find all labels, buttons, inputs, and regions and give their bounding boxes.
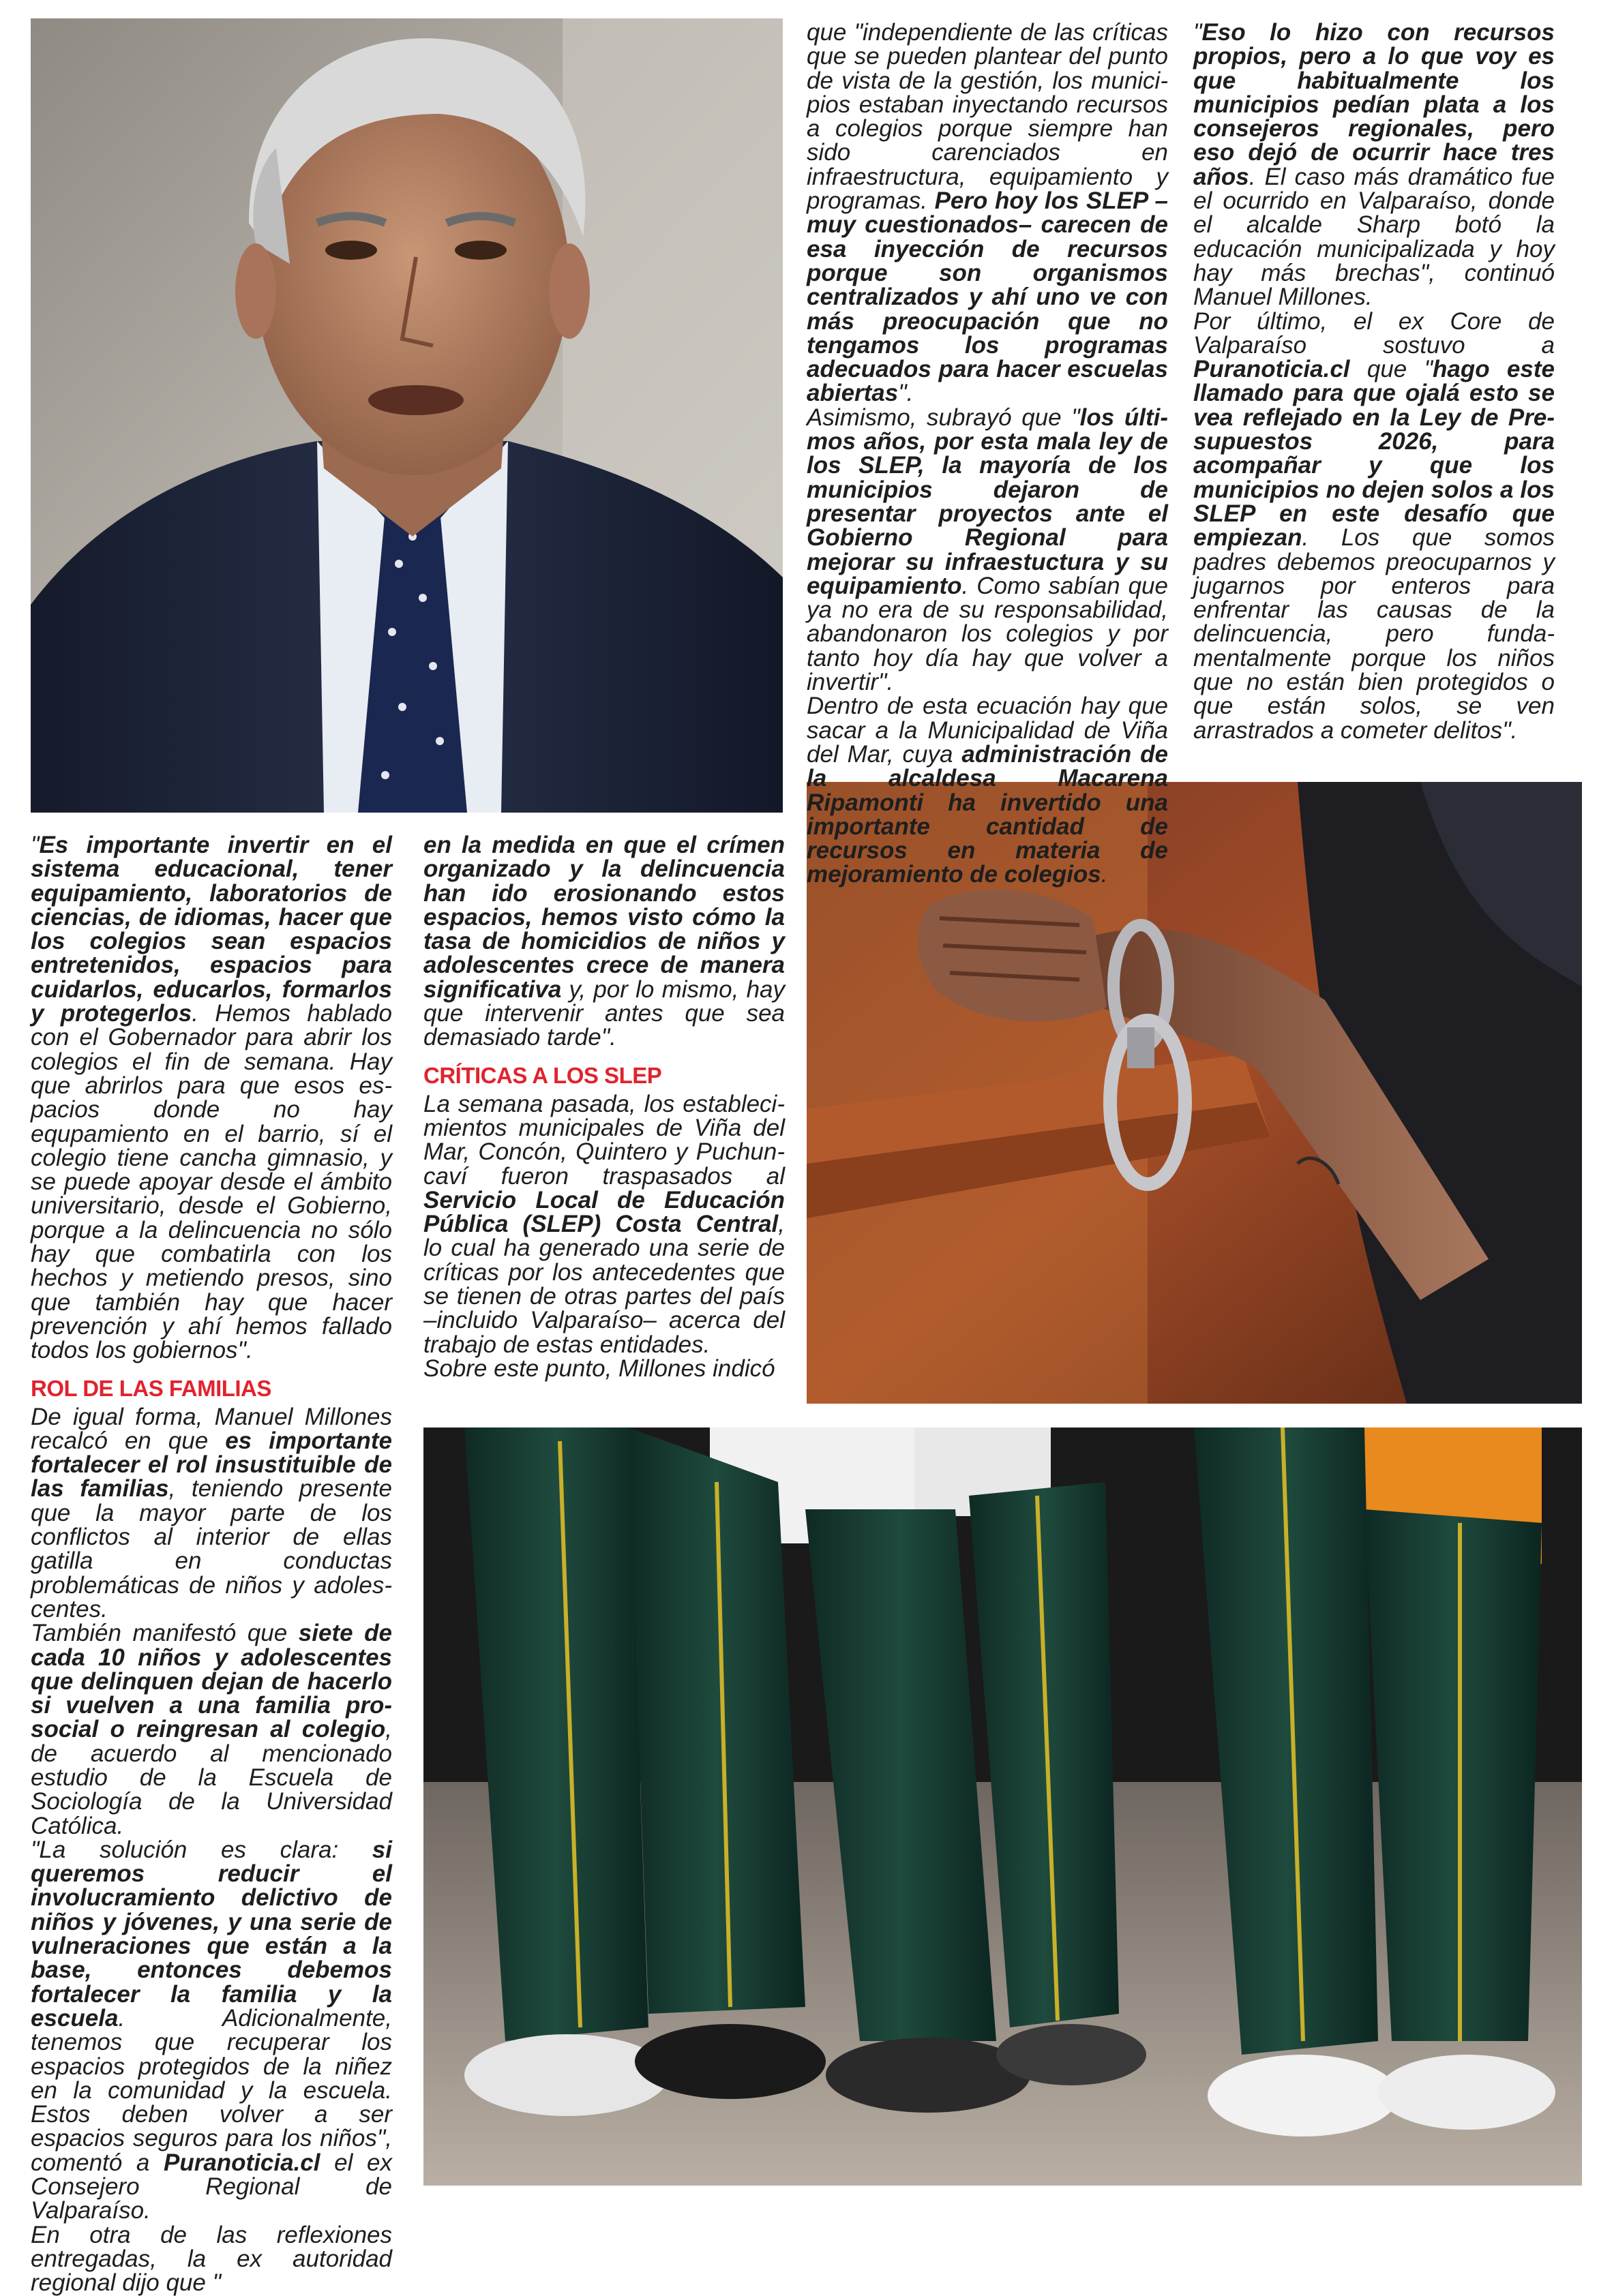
section-heading: CRÍTICAS A LOS SLEP	[423, 1062, 662, 1088]
portrait-photo	[31, 18, 783, 813]
paragraph: También manifestó que siete de cada 10 niños y adolescentes que delinquen dejan de hacerlo si vuelven a una familia pro-social o reingresan al colegio, de acuerdo al mencionado estudio de la Escuela de Sociología de la Universidad Católica.	[31, 1620, 392, 1839]
paragraph: Por último, el ex Core de Valparaíso sostuvo a Puranoticia.cl que "hago este llamado para que ojalá esto se vea reflejado en la Ley de Presupuestos 2026, para acompañar y que los municipios no dejen solos a los SLEP en este desafío que empiezan. Los que somos padres debemos preocuparnos y jugarnos por enteros para enfrentar las causas de la delincuencia, pero fundamentalmente porque los niños que no están bien protegidos o que están solos, se ven arrastrados a cometer delitos".	[1193, 307, 1555, 744]
column-top-right-text	[1193, 20, 1555, 742]
section-heading: ROL DE LAS FAMILIAS	[31, 1375, 271, 1401]
column-left-lower	[31, 833, 392, 2295]
paragraph: En otra de las reflexiones entregadas, la ex autoridad regional dijo que "	[31, 2221, 392, 2296]
paragraph: Asimismo, subrayó que "los últimos años, por esta mala ley de los SLEP, la mayoría de los municipios dejaron de presentar proyectos ante el Gobierno Regional para mejorar su infraestuctura y su equipamiento. Como sabían que ya no era de su responsabilidad, abandonaron los colegios y por tanto hoy día hay que volver a invertir".	[807, 404, 1169, 696]
column-top-middle	[807, 20, 1168, 887]
paragraph: Sobre este punto, Millones indicó	[423, 1355, 775, 1382]
paragraph: "Es importante invertir en el sistema educacional, tener equipamiento, laboratorios de ciencias, de idiomas, hacer que los colegios sean espacios entretenidos, espacios para cuidarlos, educarlos, formarlos y protegerlos. Hemos hablado con el Gobernador para abrir los colegios el fin de semana. Hay que abrirlos para que esos espacios donde no hay equpamiento en el barrio, sí el colegio tiene cancha gimnasio, y se puede apoyar desde el ámbito universitario, desde el Gobierno, porque a la delincuencia no sólo hay que combatirla con los hechos y metiendo presos, sino que también hay que hacer prevención y ahí hemos fallado todos los gobiernos".	[31, 832, 392, 1364]
paragraph: en la medida en que el crímen organizado y la delincuencia han ido erosionando estos espacios, hemos visto cómo la tasa de homicidios de niños y adolescentes crece de manera significativa y, por lo mismo, hay que intervenir antes que sea demasiado tarde".	[423, 832, 785, 1051]
students-uniforms-photo-art	[423, 1428, 1582, 2186]
students-uniforms-photo	[423, 1428, 1582, 2186]
paragraph: Dentro de esta ecuación hay que sacar a la Municipalidad de Viña del Mar, cuya administración de la alcaldesa Macarena Ripamonti ha invertido una importante cantidad de recursos en materia de mejoramiento de colegios.	[807, 693, 1168, 888]
portrait-photo-art	[31, 18, 783, 813]
paragraph: De igual forma, Manuel Millones recalcó en que es importante fortalecer el rol insustituible de las familias, teniendo presente que la mayor parte de los conflictos al interior de ellas gatilla en conductas problemáticas de niños y adolescentes.	[31, 1403, 393, 1622]
paragraph: "La solución es clara: si queremos reducir el involucramiento delictivo de niños y jóvenes, y una serie de vulneraciones que están a la base, entonces debemos fortalecer la familia y la escuela. Adicionalmente, tenemos que recuperar los espacios protegidos de la niñez en la comunidad y la escuela. Estos deben volver a ser espacios seguros para los niños", comentó a Puranoticia.cl el ex Consejero Regional de Valparaíso.	[31, 1836, 392, 2224]
paragraph: que "independiente de las críticas que se pueden plantear del punto de vista de la gestión, los municipios estaban inyectando recursos a colegios porque siempre han sido carenciados en infraestructura, equipamiento y programas. Pero hoy los SLEP –muy cuestionados– carecen de esa inyección de recursos porque son organismos centralizados y ahí uno ve con más preocupación que no tengamos los programas adecuados para hacer escuelas abiertas".	[807, 19, 1168, 407]
paragraph: "Eso lo hizo con recursos propios, pero a lo que voy es que habitualmente los municipios pedían plata a los consejeros regionales, pero eso dejó de ocurrir hace tres años. El caso más dramático fue el ocurrido en Valparaíso, donde el alcalde Sharp botó la educación municipalizada y hoy hay más brechas", continuó Manuel Millones.	[1193, 19, 1555, 311]
paragraph: La semana pasada, los establecimientos municipales de Viña del Mar, Concón, Quintero y Puchuncaví fueron traspasados al Servicio Local de Educación Pública (SLEP) Costa Central, lo cual ha generado una serie de críticas por los antecedentes que se tienen de otras partes del país –incluido Valparaíso– acerca del trabajo de estas entidades.	[423, 1090, 785, 1358]
column-middle-lower	[423, 833, 785, 1380]
